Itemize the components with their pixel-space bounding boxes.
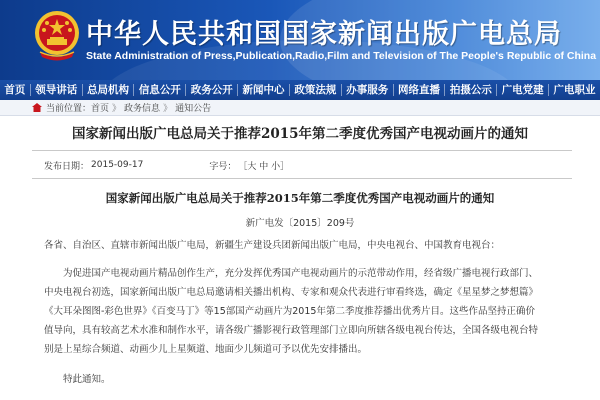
article-meta [44,158,289,172]
document-title: 国家新闻出版广电总局关于推荐2015年第二季度优秀国产电视动画片的通知 [105,191,495,205]
body-paragraph: 为促进国产电视动画片精品创作生产，充分发挥优秀国产电视动画片的示范带动作用，经省级广播电视行政部门、中央电视台初选，国家新闻出版广电总局邀请相关播出机构、专家和观众代表进行审看终选，确定《星星梦之梦想篇》《大耳朵图图-彩色世界》《百变马丁》等15部国产动画片为2015年第二季度推荐播出优秀片目。这些作品坚持正确价值导向，具有较高艺术水准和制作水平，请各级广播影视行政管理部门立即向所辖各级电视台传达，全国各级电视台特别是上星综合频道、动画少儿上星频道、地面少儿频道可予以优先安排播出。 [44,268,539,355]
nav-item-info-disclosure[interactable]: 信息公开 [138,84,181,96]
nav-item-home[interactable]: 首页 [4,84,26,96]
home-icon [32,103,42,112]
font-size-label: 字号： [209,161,237,172]
nav-item-filming-notice[interactable]: 拍摄公示 [449,84,492,96]
nav-item-live[interactable]: 网络直播 [398,84,441,96]
nav-item-services[interactable]: 办事服务 [346,84,389,96]
closing: 特此通知。 [63,374,111,385]
addressee: 各省、自治区、直辖市新闻出版广电局，新疆生产建设兵团新闻出版广电局，中央电视台、中国教育电视台： [44,240,501,251]
publish-date: 2015-09-17 [91,160,144,170]
meta-divider [32,178,572,179]
nav-item-careers[interactable]: 广电职业 [553,84,596,96]
breadcrumb-separator: 》 [163,104,173,114]
nav-item-organization[interactable]: 总局机构 [87,84,130,96]
publish-date-label: 发布日期： [44,161,90,172]
site-title: 中华人民共和国国家新闻出版广电总局 [86,19,562,50]
breadcrumb-notices[interactable]: 通知公告 [175,104,212,114]
nav-item-leader-speeches[interactable]: 领导讲话 [35,84,78,96]
title-divider [32,150,572,151]
font-size-control[interactable]: ［大 中 小］ [238,161,290,172]
site-title-english: State Administration of Press,Publication,Radio,Film and Television of The People's Republic of China [86,50,597,62]
breadcrumb [0,100,600,116]
national-emblem-icon [32,8,82,64]
nav-item-government-affairs[interactable]: 政务公开 [190,84,233,96]
breadcrumb-current-label: 当前位置： [46,104,92,114]
nav-item-news-center[interactable]: 新闻中心 [242,84,285,96]
breadcrumb-home[interactable]: 首页 [91,104,110,114]
document-number: 新广电发〔2015〕209号 [245,218,355,229]
nav-item-policies[interactable]: 政策法规 [294,84,337,96]
main-nav [0,80,600,100]
page-title: 国家新闻出版广电总局关于推荐2015年第二季度优秀国产电视动画片的通知 [71,126,529,142]
header-banner [0,0,600,80]
nav-item-party[interactable]: 广电党建 [501,84,544,96]
breadcrumb-government-info[interactable]: 政务信息 [124,104,161,114]
breadcrumb-separator: 》 [112,104,122,114]
